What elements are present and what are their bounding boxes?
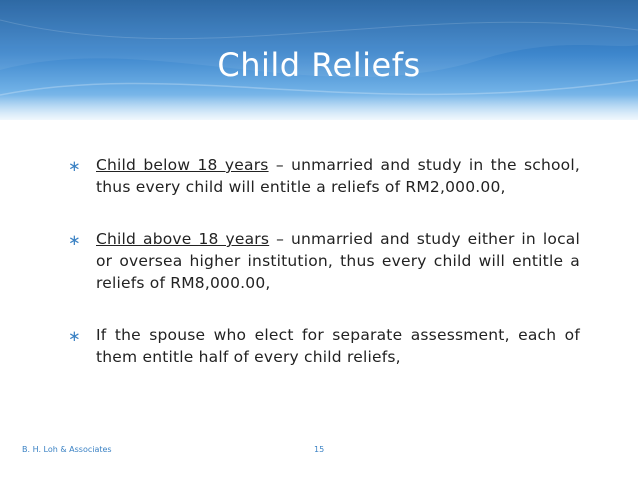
asterisk-bullet-icon: ∗ [68,157,81,175]
bullet-rest: – unmarried and study in the school, thus every child will entitle a reliefs of RM2,000.00, [96,156,580,196]
bullet-item [68,324,580,368]
asterisk-bullet-icon: ∗ [68,231,81,249]
bullet-underlined-phrase: Child above 18 years [96,230,270,248]
banner-fade [0,95,638,120]
footer-author: B. H. Loh & Associates [22,445,112,454]
slide-title: Child Reliefs [217,46,421,84]
bullet-rest: – unmarried and study either in local or oversea higher institution, thus every child will entitle a reliefs of RM8,000.00, [96,230,580,292]
bullet-text [96,324,580,368]
bullet-item [68,228,580,294]
bullet-text [96,228,580,294]
bullet-underlined-phrase: Child below 18 years [96,156,269,174]
asterisk-bullet-icon: ∗ [68,327,81,345]
bullet-list [68,154,580,398]
bullet-text [96,154,580,198]
page-number: 15 [314,445,325,454]
bullet-item [68,154,580,198]
bullet-rest: If the spouse who elect for separate assessment, each of them entitle half of every child reliefs, [96,326,580,366]
